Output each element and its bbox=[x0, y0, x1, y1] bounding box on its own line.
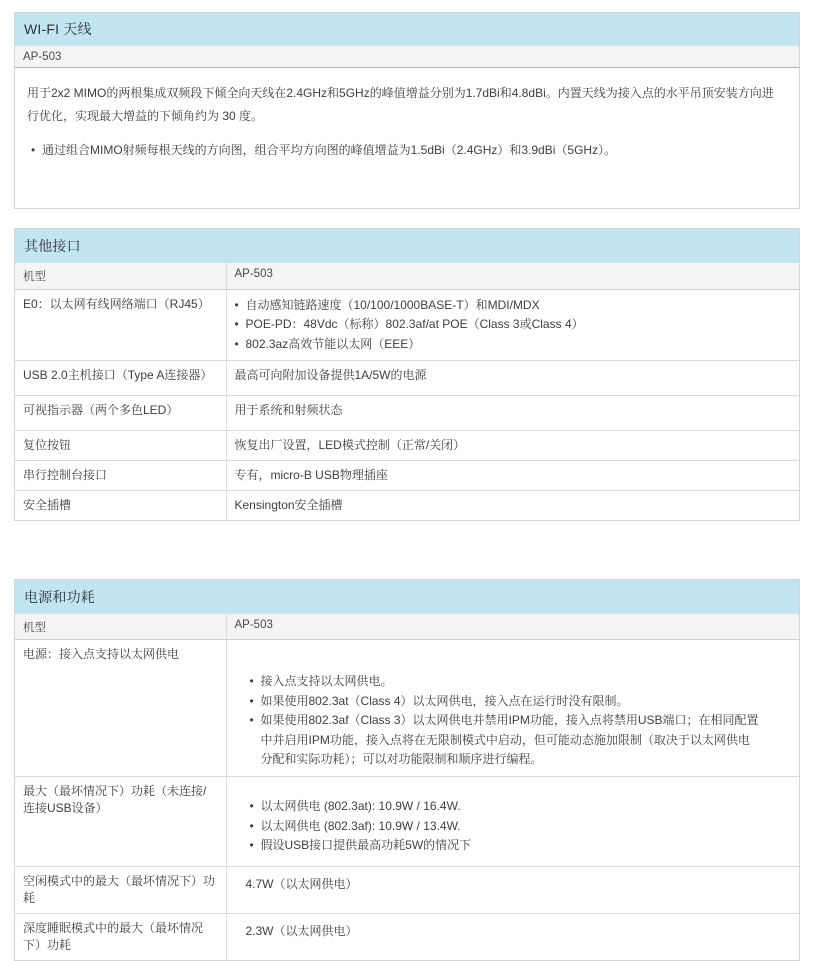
spec-row-label: 电源：接入点支持以太网供电 bbox=[15, 640, 226, 777]
spec-row-value: 4.7W（以太网供电） bbox=[226, 867, 799, 914]
section-title-wifi-antenna: WI-FI 天线 bbox=[15, 13, 799, 46]
table-row bbox=[15, 361, 799, 396]
value-bullet-list bbox=[235, 296, 792, 355]
table-row bbox=[15, 289, 799, 361]
spec-row-value: 专有，micro-B USB物理插座 bbox=[226, 461, 799, 491]
spec-row-value bbox=[226, 640, 799, 777]
value-bullet-list bbox=[239, 797, 760, 856]
spec-row-value bbox=[226, 289, 799, 361]
table-row bbox=[15, 777, 799, 867]
column-header-model: 机型 bbox=[15, 263, 226, 289]
table-row bbox=[15, 396, 799, 431]
section-body bbox=[15, 68, 799, 162]
antenna-bullet-list bbox=[27, 139, 781, 162]
bullet-item: • 通过组合MIMO射频每根天线的方向图，组合平均方向图的峰值增益为1.5dBi（2.4GHz）和3.9dBi（5GHz）。 bbox=[31, 139, 781, 162]
antenna-description: 用于2x2 MIMO的两根集成双频段下倾全向天线在2.4GHz和5GHz的峰值增益分别为1.7dBi和4.8dBi。内置天线为接入点的水平吊顶安装方向进行优化，实现最大增益的下倾角约为 30 度。 bbox=[27, 86, 774, 123]
spec-row-label: 最大（最坏情况下）功耗（未连接/连接USB设备） bbox=[15, 777, 226, 867]
table-header-row bbox=[15, 263, 799, 289]
section-power-consumption bbox=[14, 579, 800, 961]
column-header-ap503: AP-503 bbox=[226, 263, 799, 289]
column-header-ap503: AP-503 bbox=[226, 614, 799, 640]
table-row bbox=[15, 491, 799, 521]
spec-row-value: 恢复出厂设置，LED模式控制（正常/关闭） bbox=[226, 431, 799, 461]
table-header-row bbox=[15, 614, 799, 640]
spec-page bbox=[0, 12, 814, 952]
section-title-other-interfaces: 其他接口 bbox=[15, 229, 799, 263]
bullet-item: • 自动感知链路速度（10/100/1000BASE-T）和MDI/MDX bbox=[235, 296, 792, 316]
section-wifi-antenna bbox=[14, 12, 800, 209]
power-consumption-table bbox=[15, 614, 799, 960]
other-interfaces-table bbox=[15, 263, 799, 520]
bullet-item: • POE-PD：48Vdc（标称）802.3af/at POE（Class 3或Class 4） bbox=[235, 315, 792, 335]
model-subheader: AP-503 bbox=[15, 46, 799, 68]
bullet-item: • 如果使用802.3af（Class 3）以太网供电并禁用IPM功能，接入点将禁用USB端口；在相同配置中并启用IPM功能，接入点将在无限制模式中启动，但可能动态施加限制（取决于以太网供电分配和实际功耗）；可以对功能限制和顺序进行编程。 bbox=[250, 711, 760, 770]
table-row bbox=[15, 461, 799, 491]
spec-row-label: E0：以太网有线网络端口（RJ45） bbox=[15, 289, 226, 361]
spec-row-label: 可视指示器（两个多色LED） bbox=[15, 396, 226, 431]
section-other-interfaces bbox=[14, 228, 800, 521]
spec-row-label: 复位按钮 bbox=[15, 431, 226, 461]
table-row bbox=[15, 640, 799, 777]
value-bullet-list bbox=[239, 672, 760, 770]
column-header-model: 机型 bbox=[15, 614, 226, 640]
spec-row-value: 用于系统和射频状态 bbox=[226, 396, 799, 431]
spec-row-value: 最高可向附加设备提供1A/5W的电源 bbox=[226, 361, 799, 396]
spec-row-label: 深度睡眠模式中的最大（最坏情况下）功耗 bbox=[15, 914, 226, 961]
bullet-item: • 接入点支持以太网供电。 bbox=[250, 672, 760, 692]
table-row bbox=[15, 431, 799, 461]
spec-row-value: Kensington安全插槽 bbox=[226, 491, 799, 521]
section-title-power-consumption: 电源和功耗 bbox=[15, 580, 799, 614]
bullet-item: • 如果使用802.3at（Class 4）以太网供电，接入点在运行时没有限制。 bbox=[250, 692, 760, 712]
bullet-item: • 以太网供电 (802.3af): 10.9W / 13.4W. bbox=[250, 817, 760, 837]
bullet-item: • 802.3az高效节能以太网（EEE） bbox=[235, 335, 792, 355]
spec-row-label: 空闲模式中的最大（最坏情况下）功耗 bbox=[15, 867, 226, 914]
spec-row-value bbox=[226, 777, 799, 867]
spec-row-label: USB 2.0主机接口（Type A连接器） bbox=[15, 361, 226, 396]
bullet-item: • 以太网供电 (802.3at): 10.9W / 16.4W. bbox=[250, 797, 760, 817]
spec-row-value: 2.3W（以太网供电） bbox=[226, 914, 799, 961]
table-row bbox=[15, 914, 799, 961]
spec-row-label: 安全插槽 bbox=[15, 491, 226, 521]
table-row bbox=[15, 867, 799, 914]
bullet-item: • 假设USB接口提供最高功耗5W的情况下 bbox=[250, 836, 760, 856]
spec-row-label: 串行控制台接口 bbox=[15, 461, 226, 491]
